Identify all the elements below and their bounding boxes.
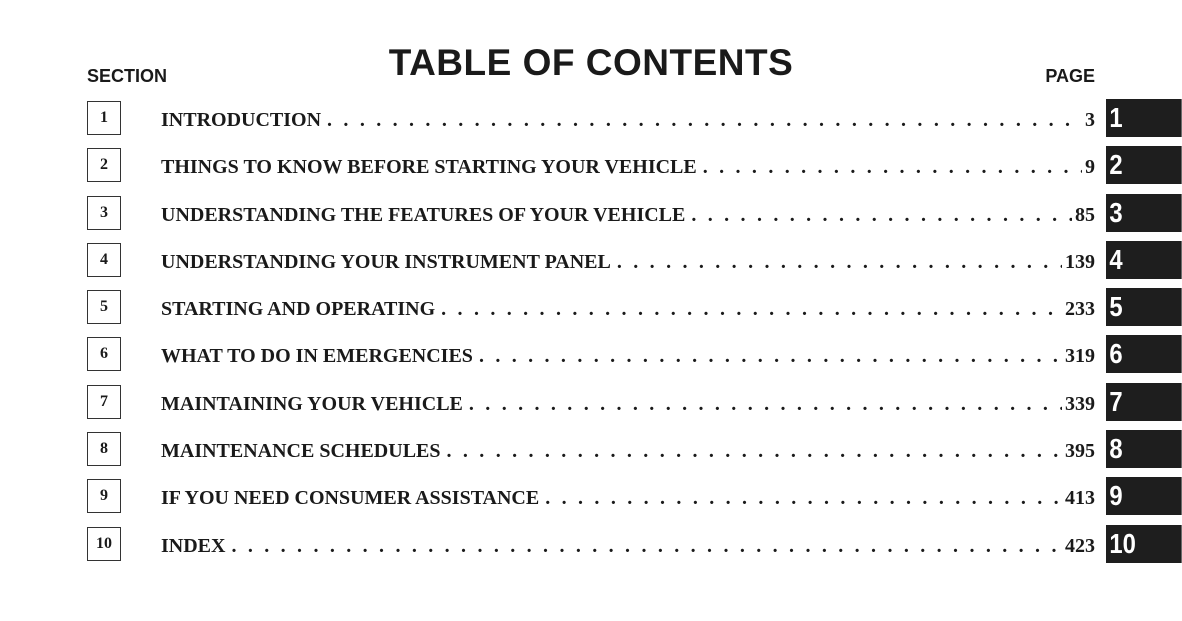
section-number-box: 4 [87,243,121,277]
section-thumb-tab[interactable]: 6 [1106,335,1182,373]
entry-title: INDEX [161,534,226,557]
toc-entry[interactable] [161,203,1095,227]
section-thumb-tab[interactable]: 5 [1106,288,1182,326]
entry-page-number: 9 [1085,156,1095,179]
dot-leader [617,250,1062,274]
entry-title: MAINTENANCE SCHEDULES [161,440,441,463]
dot-leader [545,486,1062,510]
entry-page-number: 233 [1065,298,1095,321]
page-title: TABLE OF CONTENTS [388,42,794,83]
section-thumb-tab[interactable]: 4 [1106,241,1182,279]
entry-page-number: 3 [1085,109,1095,131]
toc-entry[interactable] [161,297,1095,321]
toc-entry[interactable] [161,250,1095,274]
dot-leader [479,344,1062,368]
entry-title: UNDERSTANDING THE FEATURES OF YOUR VEHICLE [161,203,686,226]
dot-leader [327,108,1082,132]
section-number-box: 1 [87,101,121,135]
entry-title: STARTING AND OPERATING [161,298,436,321]
section-number-box: 7 [87,385,121,419]
toc-row[interactable] [0,334,1182,381]
toc-entry[interactable] [161,392,1095,416]
section-thumb-tab[interactable]: 7 [1106,383,1182,421]
section-number-box: 5 [87,290,121,324]
entry-page-number: 319 [1065,345,1095,368]
section-thumb-tab[interactable]: 8 [1106,430,1182,468]
section-thumb-tab[interactable]: 3 [1106,194,1182,232]
toc-entry[interactable] [161,486,1095,510]
entry-title: UNDERSTANDING YOUR INSTRUMENT PANEL [161,250,611,273]
dot-leader [231,534,1062,558]
toc-row[interactable] [0,476,1182,523]
toc-row[interactable] [0,382,1182,429]
toc-row[interactable] [0,145,1182,192]
entry-title: THINGS TO KNOW BEFORE STARTING YOUR VEHICLE [161,156,697,179]
section-thumb-tab[interactable]: 9 [1106,477,1182,515]
entry-page-number: 139 [1065,250,1095,273]
toc-row[interactable] [0,524,1182,571]
page-column-header: PAGE [1045,66,1095,86]
section-number-box: 3 [87,196,121,230]
entry-page-number: 423 [1065,534,1095,557]
entry-title: WHAT TO DO IN EMERGENCIES [161,345,473,368]
entry-page-number: 339 [1065,392,1095,415]
section-thumb-tab[interactable]: 10 [1106,525,1182,563]
toc-entry[interactable] [161,534,1095,558]
toc-row[interactable] [0,287,1182,334]
section-thumb-tab[interactable]: 1 [1106,99,1182,137]
toc-list [0,98,1182,571]
section-thumb-tab[interactable]: 2 [1106,146,1182,184]
entry-title: MAINTAINING YOUR VEHICLE [161,392,463,415]
toc-row[interactable] [0,429,1182,476]
section-number-box: 6 [87,337,121,371]
toc-row[interactable] [0,240,1182,287]
dot-leader [691,203,1072,227]
toc-row[interactable] [0,98,1182,145]
dot-leader [469,392,1062,416]
toc-entry[interactable] [161,344,1095,368]
section-column-header: SECTION [87,66,168,86]
toc-entry[interactable] [161,155,1095,179]
section-number-box: 9 [87,479,121,513]
entry-page-number: 395 [1065,440,1095,463]
section-number-box: 2 [87,148,121,182]
entry-title: IF YOU NEED CONSUMER ASSISTANCE [161,487,540,510]
entry-page-number: 413 [1065,487,1095,510]
entry-title: INTRODUCTION [161,109,322,131]
toc-entry[interactable] [161,108,1095,132]
dot-leader [447,439,1063,463]
toc-row[interactable] [0,193,1182,240]
toc-entry[interactable] [161,439,1095,463]
entry-page-number: 85 [1075,203,1095,226]
dot-leader [441,297,1062,321]
dot-leader [703,155,1082,179]
section-number-box: 10 [87,527,121,561]
section-number-box: 8 [87,432,121,466]
